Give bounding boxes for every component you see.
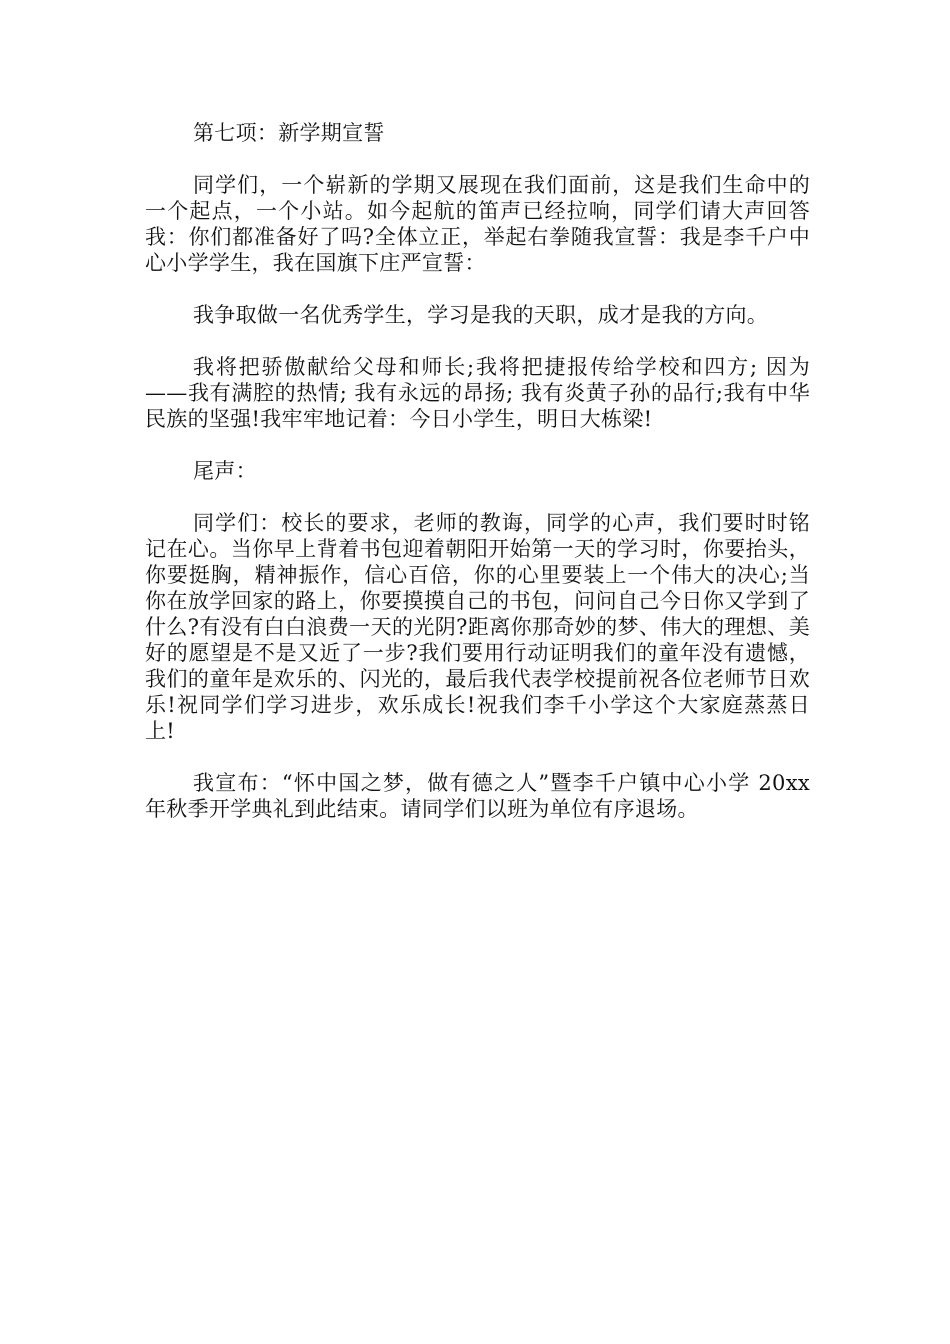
paragraph-closing: 我宣布：“怀中国之梦，做有德之人”暨李千户镇中心小学 20xx 年秋季开学典礼到此结束。请同学们以班为单位有序退场。 xyxy=(145,771,810,821)
section-heading-oath: 第七项：新学期宣誓 xyxy=(193,121,385,145)
section-heading-epilogue: 尾声： xyxy=(193,459,257,483)
document-body xyxy=(145,120,810,848)
paragraph-oath-body: 我将把骄傲献给父母和师长;我将把捷报传给学校和四方; 因为——我有满腔的热情; 我有永远的昂扬; 我有炎黄子孙的品行;我有中华民族的坚强!我牢牢地记着：今日小学生，明日大栋梁! xyxy=(145,355,810,431)
paragraph-oath-line: 我争取做一名优秀学生，学习是我的天职，成才是我的方向。 xyxy=(193,303,769,327)
paragraph-oath-intro: 同学们，一个崭新的学期又展现在我们面前，这是我们生命中的一个起点，一个小站。如今起航的笛声已经拉响，同学们请大声回答我：你们都准备好了吗?全体立正，举起右拳随我宣誓：我是李千户中心小学学生，我在国旗下庄严宣誓： xyxy=(145,173,810,275)
paragraph-epilogue: 同学们：校长的要求，老师的教诲，同学的心声，我们要时时铭记在心。当你早上背着书包迎着朝阳开始第一天的学习时，你要抬头，你要挺胸，精神振作，信心百倍，你的心里要装上一个伟大的决心;当你在放学回家的路上，你要摸摸自己的书包，问问自己今日你又学到了什么?有没有白白浪费一天的光阴?距离你那奇妙的梦、伟大的理想、美好的愿望是不是又近了一步?我们要用行动证明我们的童年没有遗憾，我们的童年是欢乐的、闪光的，最后我代表学校提前祝各位老师节日欢乐!祝同学们学习进步，欢乐成长!祝我们李千小学这个大家庭蒸蒸日上! xyxy=(145,511,810,743)
